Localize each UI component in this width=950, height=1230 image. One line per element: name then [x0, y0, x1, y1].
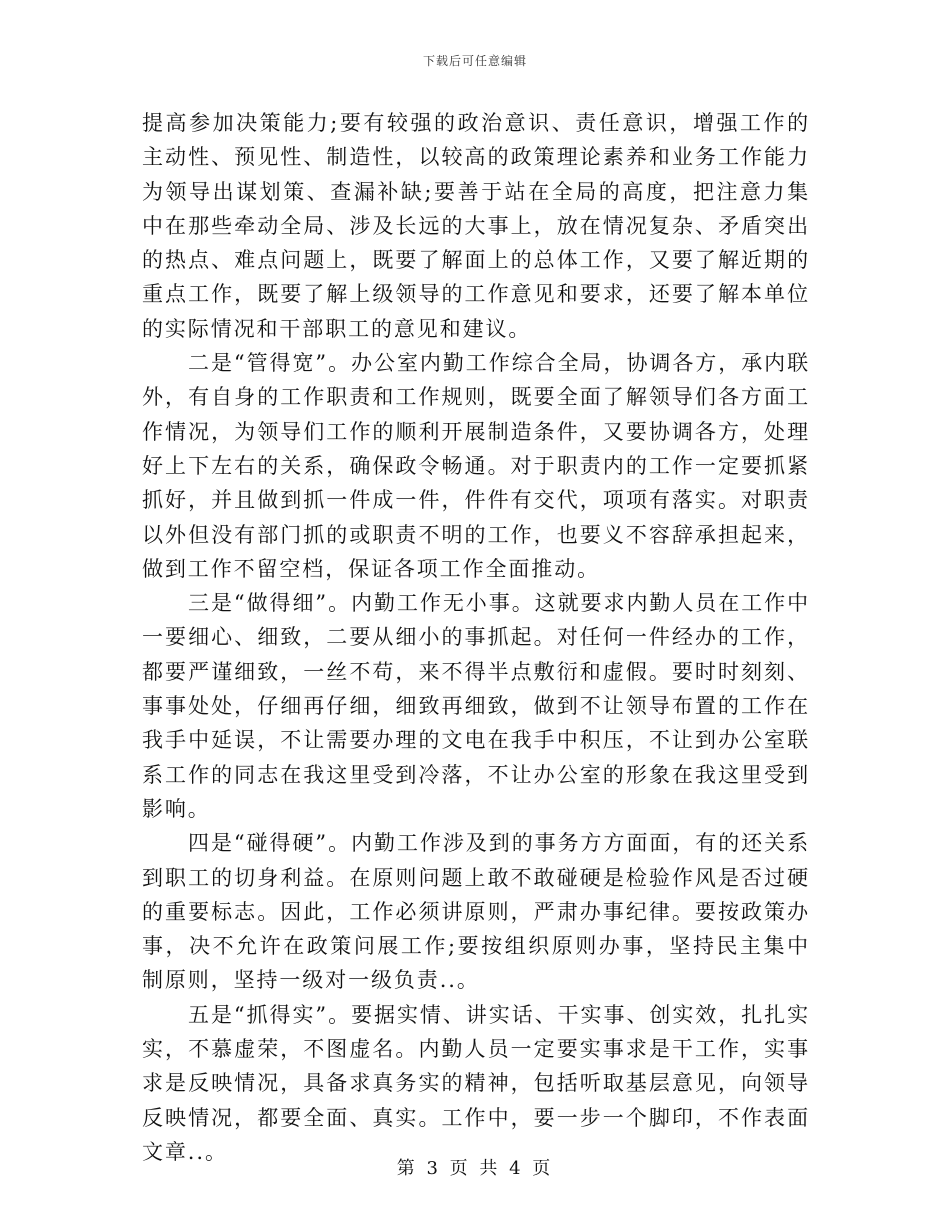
paragraph-point-4: 四是“碰得硬”。内勤工作涉及到的事务方方面面，有的还关系到职工的切身利益。在原则问题上敢不敢碰硬是检验作风是否过硬的重要标志。因此，工作必须讲原则，严肃办事纪律。要按政策办事，决不允许在政策问展工作;要按组织原则办事，坚持民主集中制原则，坚持一级对一级负责..。: [142, 831, 810, 993]
paragraph-point-5: 五是“抓得实”。要据实情、讲实话、干实事、创实效，扎扎实实，不慕虚荣，不图虚名。内勤人员一定要实事求是干工作，实事求是反映情况，具备求真务实的精神，包括听取基层意见，向领导反映情况，都要全面、真实。工作中，要一步一个脚印，不作表面文章..。: [142, 1002, 810, 1164]
page-number: 第 3 页 共 4 页: [396, 1158, 554, 1179]
paragraph-point-2: 二是“管得宽”。办公室内勤工作综合全局，协调各方，承内联外，有自身的工作职责和工作规则，既要全面了解领导们各方面工作情况，为领导们工作的顺利开展制造条件，又要协调各方，处理好上下左右的关系，确保政令畅通。对于职责内的工作一定要抓紧抓好，并且做到抓一件成一件，件件有交代，项项有落实。对职责以外但没有部门抓的或职责不明的工作，也要义不容辞承担起来，做到工作不留空档，保证各项工作全面推动。: [142, 351, 810, 581]
page-header: 下载后可任意编辑: [422, 54, 527, 68]
document-body: [142, 106, 810, 1169]
paragraph-continuation: 提高参加决策能力;要有较强的政治意识、责任意识，增强工作的主动性、预见性、制造性，以较高的政策理论素养和业务工作能力为领导出谋划策、查漏补缺;要善于站在全局的高度，把注意力集中在那些牵动全局、涉及长远的大事上，放在情况复杂、矛盾突出的热点、难点问题上，既要了解面上的总体工作，又要了解近期的重点工作，既要了解上级领导的工作意见和要求，还要了解本单位的实际情况和干部职工的意见和建议。: [142, 111, 810, 341]
paragraph-point-3: 三是“做得细”。内勤工作无小事。这就要求内勤人员在工作中一要细心、细致，二要从细小的事抓起。对任何一件经办的工作，都要严谨细致，一丝不苟，来不得半点敷衍和虚假。要时时刻刻、事事处处，仔细再仔细，细致再细致，做到不让领导布置的工作在我手中延误，不让需要办理的文电在我手中积压，不让到办公室联系工作的同志在我这里受到冷落，不让办公室的形象在我这里受到影响。: [142, 591, 810, 821]
